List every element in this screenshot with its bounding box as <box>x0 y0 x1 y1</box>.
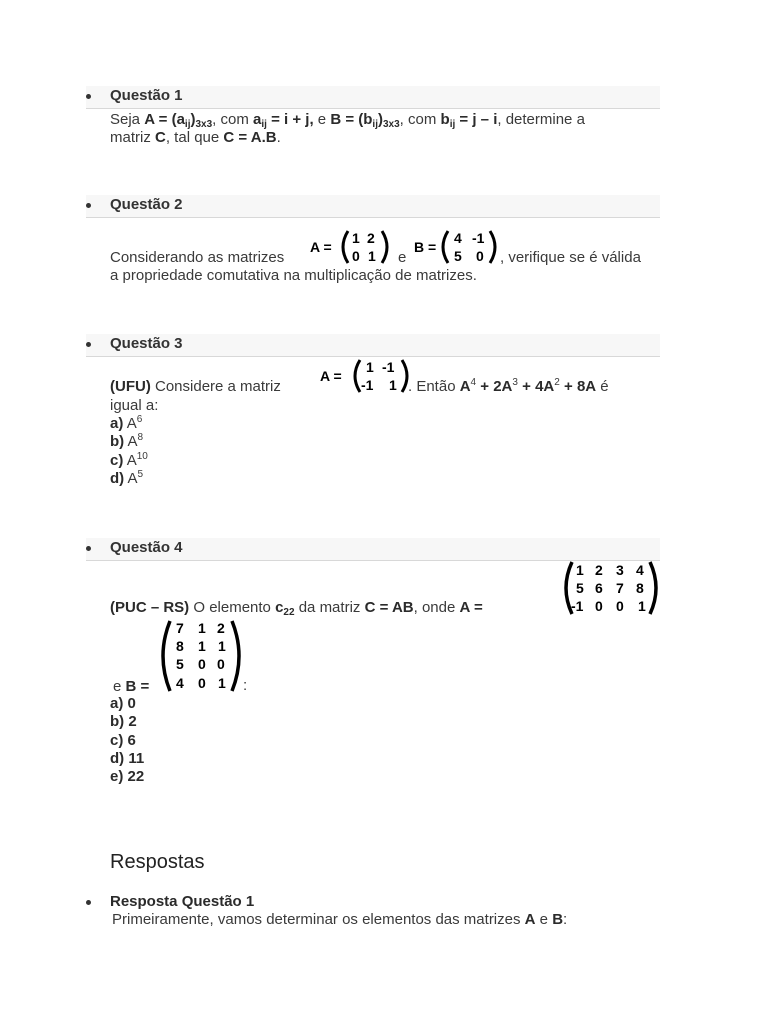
question-3-title: Questão 3 <box>110 335 183 352</box>
matrix-a-q4 <box>562 560 660 616</box>
question-1-header <box>86 86 660 109</box>
question-2-text-3: a propriedade comutativa na multiplicação de matrizes. <box>110 267 477 284</box>
matrix-b-q4 <box>160 619 244 693</box>
matrix-cell: 1 <box>368 248 376 264</box>
question-4-option-a: a) 0 <box>110 695 136 712</box>
question-1-title: Questão 1 <box>110 87 183 104</box>
question-3-option-b: b) $A^8$ <box>110 432 144 450</box>
matrix-cell: 1 <box>218 638 226 654</box>
matrix-cell: -1 <box>472 230 485 246</box>
matrix-cell: -1 <box>571 598 584 614</box>
matrix-cell: 4 <box>636 562 644 578</box>
answer-1-title: Resposta Questão 1 <box>110 893 255 910</box>
question-3-text-1: (UFU) Considere a matriz <box>110 378 281 395</box>
matrix-cell: 1 <box>638 598 646 614</box>
question-4-option-b: b) 2 <box>110 713 137 730</box>
matrix-cell: 0 <box>616 598 624 614</box>
question-4-option-e: e) 22 <box>110 768 145 785</box>
matrix-cell: 0 <box>198 656 206 672</box>
matrix-cell: 1 <box>389 377 397 393</box>
matrix-cell: 4 <box>454 230 462 246</box>
matrix-cell: 2 <box>595 562 603 578</box>
matrix-cell: 5 <box>576 580 584 596</box>
matrix-cell: 3 <box>616 562 624 578</box>
matrix-a-q2 <box>310 228 396 266</box>
question-2-text-2: , verifique se é válida <box>500 249 641 266</box>
question-2-and: e <box>398 249 407 266</box>
matrix-cell: 1 <box>218 675 226 691</box>
bullet-icon <box>86 203 91 208</box>
question-4-option-d: d) 11 <box>110 750 145 767</box>
bullet-icon <box>86 342 91 347</box>
bullet-icon <box>86 94 91 99</box>
matrix-cell: 8 <box>636 580 644 596</box>
question-4-option-c: c) 6 <box>110 732 136 749</box>
question-3-option-a: a) $A^6$ <box>110 414 143 432</box>
question-4-text-2: e B = <box>113 678 150 695</box>
matrix-cell: 0 <box>217 656 225 672</box>
matrix-cell: 1 <box>198 620 206 636</box>
matrix-cell: 4 <box>176 675 184 691</box>
matrix-b-q2 <box>414 228 500 266</box>
question-3-option-d: d) $A^5$ <box>110 469 144 487</box>
bullet-icon <box>86 546 91 551</box>
matrix-cell: 1 <box>352 230 360 246</box>
matrix-cell: 2 <box>217 620 225 636</box>
matrix-cell: 1 <box>198 638 206 654</box>
question-3-header <box>86 334 660 357</box>
answer-1-text: Primeiramente, vamos determinar os elementos das matrizes A e B: <box>112 911 568 928</box>
matrix-cell: 0 <box>352 248 360 264</box>
question-4-header <box>86 538 660 561</box>
question-3-option-c: c) $A^{10}$ <box>110 451 148 469</box>
question-3-text-2: . Então $A^4 + 2A^3 + 4A^2 + 8A$ é <box>408 377 609 395</box>
matrix-cell: 2 <box>367 230 375 246</box>
matrix-cell: 0 <box>595 598 603 614</box>
question-3-text-3: igual a: <box>110 397 159 414</box>
matrix-label: A = <box>310 239 332 255</box>
matrix-cell: 0 <box>198 675 206 691</box>
matrix-a-q3 <box>320 357 412 395</box>
question-4-title: Questão 4 <box>110 539 183 556</box>
question-2-title: Questão 2 <box>110 196 183 213</box>
question-4-text-1: (PUC – RS) O elemento $c_{22}$ da matriz C = AB, onde A = <box>110 599 483 618</box>
answers-heading: Respostas <box>110 851 205 873</box>
matrix-cell: -1 <box>361 377 374 393</box>
matrix-cell: -1 <box>382 359 395 375</box>
matrix-cell: 1 <box>576 562 584 578</box>
question-1-statement-line-2: matriz C, tal que C = A.B. <box>110 129 281 146</box>
question-1-statement-line-1: Seja $A = (a_{ij})_{3x3}$, com $a_{ij} = i + j$, e $B = (b_{ij})_{3x3}$, com $b_{ij} = j - i$, determine a <box>110 111 585 130</box>
matrix-cell: 6 <box>595 580 603 596</box>
question-2-text-1: Considerando as matrizes <box>110 249 285 266</box>
matrix-cell: 7 <box>176 620 184 636</box>
matrix-label: A = <box>320 368 342 384</box>
matrix-cell: 0 <box>476 248 484 264</box>
matrix-cell: 8 <box>176 638 184 654</box>
matrix-label: B = <box>414 239 437 255</box>
question-2-header <box>86 195 660 218</box>
matrix-cell: 7 <box>616 580 624 596</box>
matrix-cell: 5 <box>454 248 462 264</box>
matrix-cell: 5 <box>176 656 184 672</box>
bullet-icon <box>86 900 91 905</box>
question-4-colon: : <box>243 677 248 694</box>
matrix-cell: 1 <box>366 359 374 375</box>
